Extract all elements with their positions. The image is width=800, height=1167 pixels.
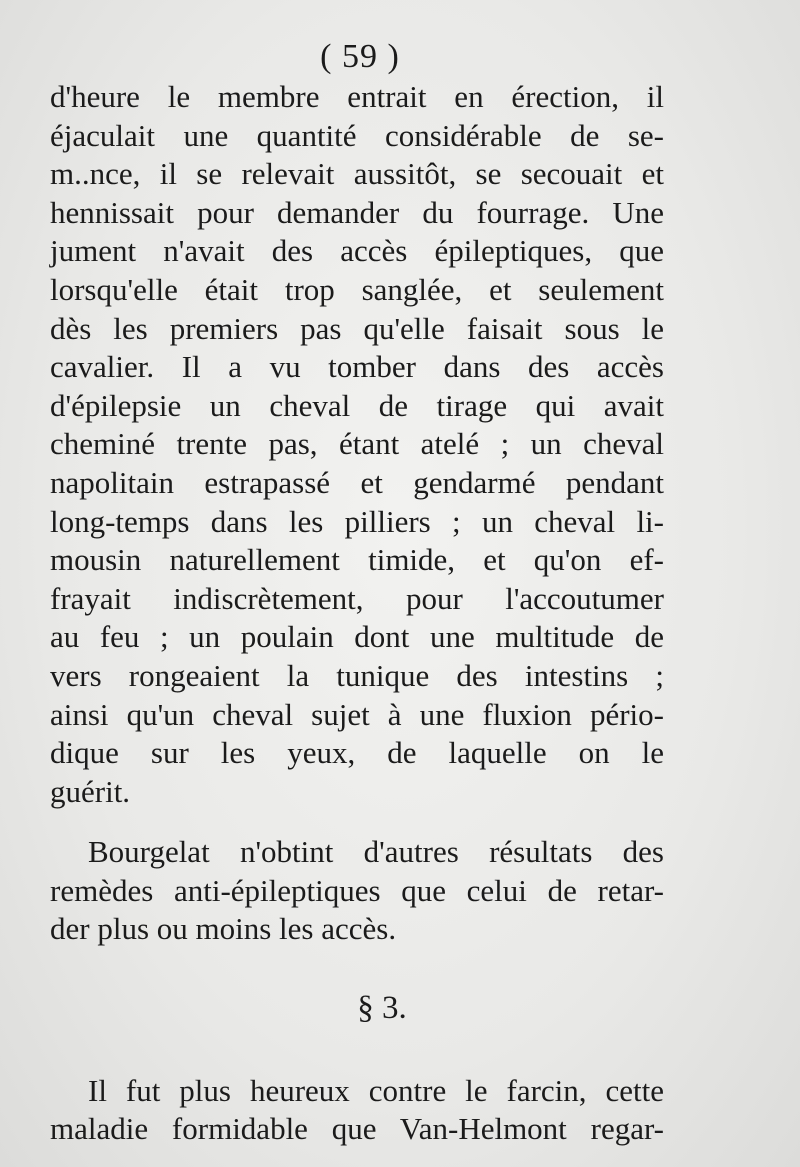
text-line: cheminé trente pas, étant atelé ; un cheval <box>50 426 664 462</box>
text-line: jument n'avait des accès épileptiques, que <box>50 233 664 269</box>
text-line: der plus ou moins les accès. <box>50 911 397 947</box>
text-line: Il fut plus heureux contre le farcin, cette <box>88 1072 664 1108</box>
text-line: hennissait pour demander du fourrage. Une <box>50 194 664 230</box>
paragraph-1 <box>50 78 664 811</box>
text-line: au feu ; un poulain dont une multitude de <box>50 619 664 655</box>
text-line: napolitain estrapassé et gendarmé pendant <box>50 464 664 500</box>
page-number: ( 59 ) <box>320 38 400 75</box>
text-line: mousin naturellement timide, et qu'on ef- <box>50 542 664 578</box>
text-line: d'épilepsie un cheval de tirage qui avait <box>50 387 664 423</box>
body-text <box>50 78 664 1149</box>
section-heading: § 3. <box>357 990 407 1027</box>
text-line: maladie formidable que Van-Helmont regar- <box>50 1111 664 1147</box>
text-line: cavalier. Il a vu tomber dans des accès <box>50 349 664 385</box>
paragraph-2 <box>50 833 664 949</box>
paragraph-spacer <box>50 811 664 833</box>
text-line: frayait indiscrètement, pour l'accoutumer <box>50 580 664 616</box>
paragraph-3 <box>50 1072 664 1149</box>
text-line: long-temps dans les pilliers ; un cheval li- <box>50 503 664 539</box>
text-line: dès les premiers pas qu'elle faisait sous le <box>50 310 664 346</box>
text-line: dique sur les yeux, de laquelle on le <box>50 735 664 771</box>
text-line: vers rongeaient la tunique des intestins ; <box>50 657 664 693</box>
text-line: éjaculait une quantité considérable de se- <box>50 117 664 153</box>
text-line: d'heure le membre entrait en érection, il <box>50 79 664 114</box>
text-line: ainsi qu'un cheval sujet à une fluxion pério- <box>50 696 664 732</box>
text-line: m..nce, il se relevait aussitôt, se secouait et <box>50 156 664 192</box>
text-line: lorsqu'elle était trop sanglée, et seulement <box>50 271 664 307</box>
text-line: remèdes anti-épileptiques que celui de retar- <box>50 872 664 908</box>
text-line: Bourgelat n'obtint d'autres résultats des <box>88 834 664 870</box>
text-line: guérit. <box>50 773 131 809</box>
